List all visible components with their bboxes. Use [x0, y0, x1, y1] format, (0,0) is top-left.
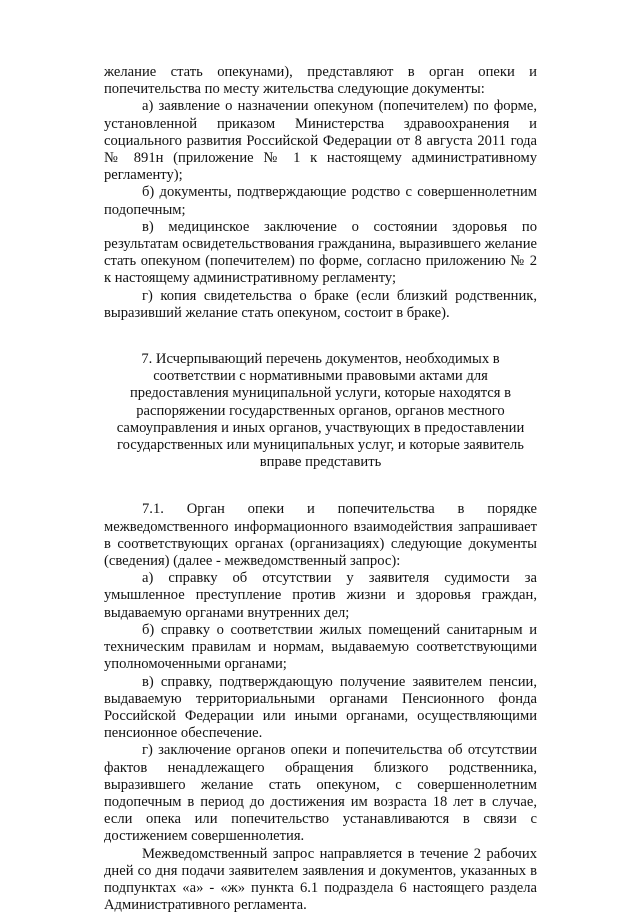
section-7-heading: 7. Исчерпывающий перечень документов, необходимых в соответствии с нормативными правовыми актами для предоставления муниципальной услуги, которые находятся в распоряжении государственных органов, органов местного самоуправления и иных органов, участвующих в предоставлении государственных или муниципальных услуг, и которые заявитель вправе представить — [116, 351, 525, 471]
list-item-b-kinship-documents: б) документы, подтверждающие родство с совершеннолетним подопечным; — [104, 184, 537, 218]
paragraph-continuation: желание стать опекунами), представляют в орган опеки и попечительства по месту жительства следующие документы: — [104, 64, 537, 98]
section-7-heading-block — [104, 351, 537, 471]
paragraph-7-1: 7.1. Орган опеки и попечительства в порядке межведомственного информационного взаимодействия запрашивает в соответствующих органах (организациях) следующие документы (сведения) (далее - межведомственный запрос): — [104, 501, 537, 570]
list-item-g-guardianship-conclusion: г) заключение органов опеки и попечительства об отсутствии фактов ненадлежащего обращения близкого родственника, выразившего желание стать опекуном, с совершеннолетним подопечным в период до достижения им возраста 18 лет в случае, если опека или попечительство устанавливаются в связи с достижением совершеннолетия. — [104, 742, 537, 845]
list-item-b-housing-compliance: б) справку о соответствии жилых помещений санитарным и техническим правилам и нормам, выдаваемую соответствующими уполномоченными органами; — [104, 621, 537, 673]
paragraph-interagency-request: Межведомственный запрос направляется в течение 2 рабочих дней со дня подачи заявителем заявления и документов, указанных в подпунктах «а» - «ж» пункта 6.1 подраздела 6 настоящего раздела Административного регламента. — [104, 845, 537, 914]
list-item-v-pension: в) справку, подтверждающую получение заявителем пенсии, выдаваемую территориальными органами Пенсионного фонда Российской Федерации или иными органами, осуществляющими пенсионное обеспечение. — [104, 673, 537, 742]
list-item-v-medical-report: в) медицинское заключение о состоянии здоровья по результатам освидетельствования гражданина, выразившего желание стать опекуном (попечителем) по форме, согласно приложению № 2 к настоящему административному регламенту; — [104, 218, 537, 287]
list-item-a-criminal-record: а) справку об отсутствии у заявителя судимости за умышленное преступление против жизни и здоровья граждан, выдаваемую органами внутренних дел; — [104, 570, 537, 621]
list-item-a-application: а) заявление о назначении опекуном (попечителем) по форме, установленной приказом Министерства здравоохранения и социального развития Российской Федерации от 8 августа 2011 года № 891н (приложение № 1 к настоящему административному регламенту); — [104, 98, 537, 184]
list-item-g-marriage-certificate: г) копия свидетельства о браке (если близкий родственник, выразивший желание стать опекуном, состоит в браке). — [104, 287, 537, 321]
